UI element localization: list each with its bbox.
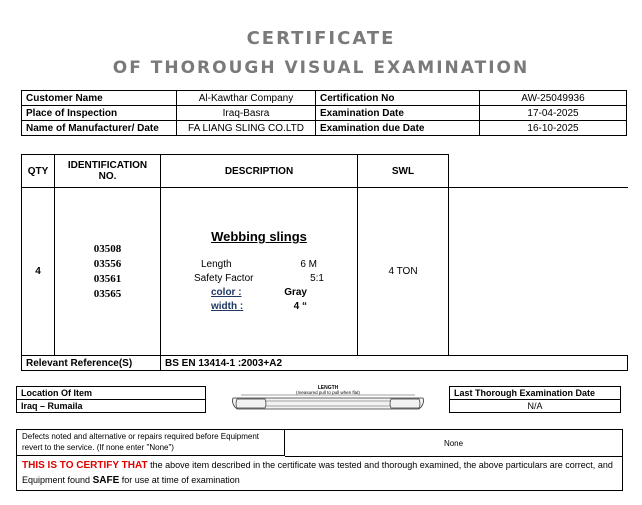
- qty-value: 4: [22, 188, 55, 356]
- certificate-title: CERTIFICATE: [246, 28, 396, 49]
- sling-diagram: [207, 384, 449, 414]
- defects-value: None: [285, 430, 622, 457]
- serial-number: 03556: [93, 257, 122, 270]
- due-date-label: Examination due Date: [316, 121, 480, 136]
- safety-label: Safety Factor: [194, 273, 254, 284]
- serial-number: 03508: [93, 242, 122, 255]
- serial-list: [55, 188, 161, 356]
- cert-no-label: Certification No: [316, 91, 480, 106]
- location-value: Iraq – Rumaila: [17, 400, 206, 413]
- last-exam-table: [449, 386, 621, 413]
- identification-header: IDENTIFICATION NO.: [55, 155, 161, 188]
- certify-text: the above item described in the certificate was tested and thorough examined, the above particulars are correct, and Equipment found: [22, 460, 613, 485]
- info-table: [21, 90, 627, 136]
- reference-value: BS EN 13414-1 :2003+A2: [161, 356, 628, 371]
- description-cell: [161, 188, 358, 356]
- certify-lead: THIS IS TO CERTIFY THAT: [22, 460, 148, 471]
- customer-value: Al-Kawthar Company: [177, 91, 316, 106]
- width-label: width :: [211, 301, 244, 312]
- serial-number: 03561: [93, 272, 122, 285]
- customer-label: Customer Name: [22, 91, 177, 106]
- color-row: [211, 286, 307, 300]
- manufacturer-value: FA LIANG SLING CO.LTD: [177, 121, 316, 136]
- safe-word: SAFE: [92, 475, 120, 486]
- safety-value: 5:1: [310, 273, 324, 284]
- manufacturer-label: Name of Manufacturer/ Date: [22, 121, 177, 136]
- description-title: Webbing slings: [211, 229, 307, 244]
- certify-text-end: for use at time of examination: [119, 475, 240, 485]
- items-table: [21, 154, 628, 371]
- length-value: 6 M: [300, 259, 317, 270]
- sling-caption: LENGTH: [317, 385, 339, 391]
- certificate-subtitle: OF THOROUGH VISUAL EXAMINATION: [112, 58, 530, 78]
- last-exam-label: Last Thorough Examination Date: [450, 387, 621, 400]
- color-value: Gray: [284, 287, 307, 298]
- width-row: [211, 300, 307, 314]
- swl-value: 4 TON: [358, 188, 449, 356]
- description-header: DESCRIPTION: [161, 155, 358, 188]
- place-label: Place of Inspection: [22, 106, 177, 121]
- serial-number: 03565: [93, 287, 122, 300]
- safety-row: [194, 272, 324, 286]
- defects-label: Defects noted and alternative or repairs required before Equipment revert to the service. (If none enter "None"): [17, 430, 285, 456]
- width-value: 4 “: [293, 301, 307, 312]
- last-exam-value: N/A: [450, 400, 621, 413]
- qty-header: QTY: [22, 155, 55, 188]
- certification-box: [16, 429, 623, 491]
- exam-date-label: Examination Date: [316, 106, 480, 121]
- place-value: Iraq-Basra: [177, 106, 316, 121]
- length-label: Length: [201, 259, 232, 270]
- blank-cell: [449, 155, 628, 188]
- swl-header: SWL: [358, 155, 449, 188]
- color-label: color :: [211, 287, 242, 298]
- certify-statement: [22, 458, 616, 488]
- due-date-value: 16-10-2025: [480, 121, 627, 136]
- location-table: [16, 386, 206, 413]
- cert-no-value: AW-25049936: [480, 91, 627, 106]
- reference-label: Relevant Reference(S): [22, 356, 161, 371]
- location-label: Location Of Item: [17, 387, 206, 400]
- exam-date-value: 17-04-2025: [480, 106, 627, 121]
- sling-caption-sub: (measured pull to pull when flat): [296, 390, 360, 395]
- blank-cell: [449, 188, 628, 356]
- sling-icon: [207, 384, 449, 414]
- length-row: [201, 258, 317, 272]
